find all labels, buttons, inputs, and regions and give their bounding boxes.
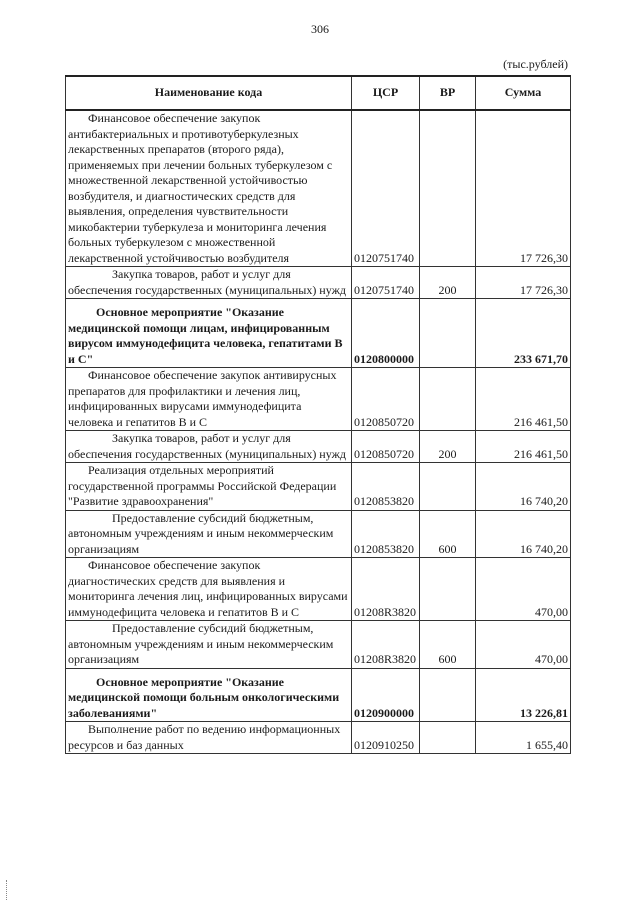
row-csr: 0120800000 bbox=[352, 299, 420, 368]
row-csr: 0120850720 bbox=[352, 368, 420, 431]
row-sum: 13 226,81 bbox=[476, 668, 571, 722]
row-vr: 200 bbox=[420, 431, 476, 463]
row-name: Закупка товаров, работ и услуг для обеспечения государственных (муниципальных) нужд bbox=[68, 267, 346, 297]
table-row bbox=[66, 368, 571, 431]
row-sum: 233 671,70 bbox=[476, 299, 571, 368]
table-body bbox=[66, 110, 571, 754]
header-name: Наименование кода bbox=[66, 76, 352, 110]
row-sum: 17 726,30 bbox=[476, 267, 571, 299]
row-name-cell bbox=[66, 463, 352, 511]
row-name-cell bbox=[66, 110, 352, 267]
row-csr: 0120853820 bbox=[352, 463, 420, 511]
table-row bbox=[66, 558, 571, 621]
table-row bbox=[66, 299, 571, 368]
row-vr bbox=[420, 463, 476, 511]
table-row bbox=[66, 722, 571, 754]
row-csr: 0120751740 bbox=[352, 267, 420, 299]
row-csr: 01208R3820 bbox=[352, 621, 420, 669]
row-sum: 16 740,20 bbox=[476, 463, 571, 511]
row-sum: 16 740,20 bbox=[476, 510, 571, 558]
table-row bbox=[66, 510, 571, 558]
row-csr: 0120850720 bbox=[352, 431, 420, 463]
row-sum: 470,00 bbox=[476, 558, 571, 621]
row-name: Закупка товаров, работ и услуг для обеспечения государственных (муниципальных) нужд bbox=[68, 431, 346, 461]
row-csr: 0120751740 bbox=[352, 110, 420, 267]
row-name: Финансовое обеспечение закупок диагностических средств для выявления и мониторинга лечения лиц, инфицированных вирусами иммунодефицита человека и гепатитов В и С bbox=[68, 558, 348, 619]
row-sum: 216 461,50 bbox=[476, 368, 571, 431]
row-name-cell bbox=[66, 558, 352, 621]
page-number: 306 bbox=[311, 22, 329, 36]
row-csr: 0120853820 bbox=[352, 510, 420, 558]
table-row bbox=[66, 621, 571, 669]
row-name-cell bbox=[66, 267, 352, 299]
row-name-cell bbox=[66, 621, 352, 669]
row-vr bbox=[420, 110, 476, 267]
row-csr: 0120910250 bbox=[352, 722, 420, 754]
row-name-cell bbox=[66, 299, 352, 368]
row-name-cell bbox=[66, 722, 352, 754]
row-vr bbox=[420, 668, 476, 722]
table-row bbox=[66, 110, 571, 267]
units-label: (тыс.рублей) bbox=[503, 57, 568, 71]
row-name: Реализация отдельных мероприятий государственной программы Российской Федерации "Развитие здравоохранения" bbox=[68, 463, 337, 508]
row-name: Выполнение работ по ведению информационных ресурсов и баз данных bbox=[68, 722, 341, 752]
row-name: Финансовое обеспечение закупок антибактериальных и противотуберкулезных лекарственных препаратов (второго ряда), применяемых при лечении больных туберкулезом с множественной лекарственной устойчивостью возбудителя, и диагностических средств для выявления, определения чувствительности микобактерии туберкулеза и мониторинга лечения больных туберкулезом с множественной лекарственной устойчивостью возбудителя bbox=[68, 111, 333, 265]
header-csr: ЦСР bbox=[352, 76, 420, 110]
row-vr bbox=[420, 558, 476, 621]
row-sum: 17 726,30 bbox=[476, 110, 571, 267]
row-csr: 0120900000 bbox=[352, 668, 420, 722]
row-name-cell bbox=[66, 368, 352, 431]
budget-table bbox=[65, 75, 571, 754]
margin-mark bbox=[6, 880, 10, 900]
row-vr bbox=[420, 299, 476, 368]
row-csr: 01208R3820 bbox=[352, 558, 420, 621]
row-vr bbox=[420, 722, 476, 754]
row-name: Основное мероприятие "Оказание медицинской помощи лицам, инфицированным вирусом иммунодефицита человека, гепатитами В и С" bbox=[68, 305, 343, 366]
header-vr: ВР bbox=[420, 76, 476, 110]
table-row bbox=[66, 463, 571, 511]
row-vr: 600 bbox=[420, 510, 476, 558]
row-sum: 216 461,50 bbox=[476, 431, 571, 463]
row-name: Основное мероприятие "Оказание медицинской помощи больным онкологическими заболеваниями" bbox=[68, 674, 340, 720]
row-sum: 1 655,40 bbox=[476, 722, 571, 754]
table-row bbox=[66, 431, 571, 463]
row-vr: 200 bbox=[420, 267, 476, 299]
table-header-row bbox=[66, 76, 571, 110]
row-name-cell bbox=[66, 668, 352, 722]
row-sum: 470,00 bbox=[476, 621, 571, 669]
row-name-cell bbox=[66, 510, 352, 558]
header-sum: Сумма bbox=[476, 76, 571, 110]
row-name: Предоставление субсидий бюджетным, автономным учреждениям и иным некоммерческим организациям bbox=[68, 510, 334, 556]
table-row bbox=[66, 267, 571, 299]
row-vr: 600 bbox=[420, 621, 476, 669]
table-row bbox=[66, 668, 571, 722]
row-name: Финансовое обеспечение закупок антивирусных препаратов для профилактики и лечения лиц, инфицированных вирусами иммунодефицита человека и гепатитов В и С bbox=[68, 368, 337, 429]
row-name: Предоставление субсидий бюджетным, автономным учреждениям и иным некоммерческим организациям bbox=[68, 621, 334, 666]
row-name-cell bbox=[66, 431, 352, 463]
row-vr bbox=[420, 368, 476, 431]
